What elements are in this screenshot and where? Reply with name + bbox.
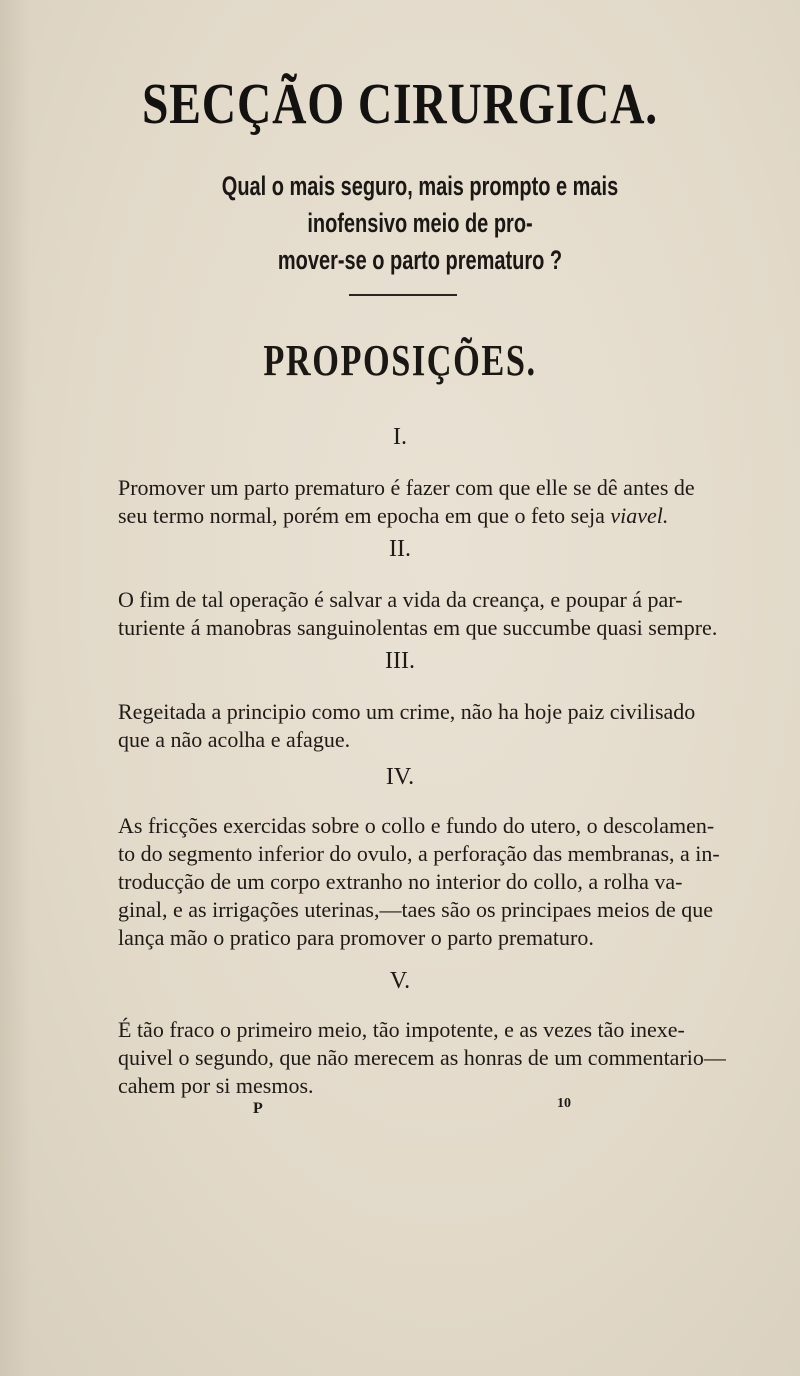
text-line: O fim de tal operação é salvar a vida da creança, e poupar á par- xyxy=(118,587,683,612)
propositions-heading: PROPOSIÇÕES. xyxy=(263,336,537,385)
text-line-part: seu termo normal, porém em epocha em que o feto seja xyxy=(118,503,611,528)
proposition-text xyxy=(118,474,728,530)
question-line: mover-se o parto prematuro ? xyxy=(277,245,563,275)
proposition-text xyxy=(118,1016,728,1100)
text-line: que a não acolha e afague. xyxy=(118,727,351,752)
proposition-numeral: II. xyxy=(389,536,411,562)
text-line: turiente á manobras sanguinolentas em que succumbe quasi sempre. xyxy=(118,615,718,640)
section-title: SECÇÃO CIRURGICA. xyxy=(141,71,659,136)
text-line xyxy=(118,502,728,530)
text-line: troducção de um corpo extranho no interior do collo, a rolha va- xyxy=(118,869,683,894)
signature-mark: P xyxy=(253,1100,263,1117)
text-line: Promover um parto prematuro é fazer com que elle se dê antes de xyxy=(118,475,695,500)
text-line: Regeitada a principio como um crime, não ha hoje paiz civilisado xyxy=(118,699,696,724)
text-line: quivel o segundo, que não merecem as honras de um commentario— xyxy=(118,1045,726,1070)
binding-shadow xyxy=(0,0,30,1376)
text-line: É tão fraco o primeiro meio, tão impotente, e as vezes tão inexe- xyxy=(118,1017,685,1042)
proposition-text xyxy=(118,812,728,952)
separator-rule xyxy=(349,294,457,296)
proposition-numeral: IV. xyxy=(385,764,415,790)
page-number: 10 xyxy=(557,1096,571,1111)
question-line: Qual o mais seguro, mais prompto e mais inofensivo meio de pro- xyxy=(221,171,619,238)
proposition-numeral: III. xyxy=(385,648,415,674)
text-line: As fricções exercidas sobre o collo e fundo do utero, o descolamen- xyxy=(118,813,715,838)
text-line: lança mão o pratico para promover o parto prematuro. xyxy=(118,925,594,950)
proposition-text xyxy=(118,698,728,754)
proposition-numeral: V. xyxy=(389,968,411,994)
text-line: cahem por si mesmos. xyxy=(118,1073,314,1098)
italic-word: viavel. xyxy=(610,503,669,528)
text-line: ginal, e as irrigações uterinas,—taes são os principaes meios de que xyxy=(118,897,714,922)
text-line: to do segmento inferior do ovulo, a perforação das membranas, a in- xyxy=(118,841,720,866)
proposition-numeral: I. xyxy=(393,424,407,450)
proposition-text xyxy=(118,586,728,642)
thesis-question xyxy=(183,168,657,279)
